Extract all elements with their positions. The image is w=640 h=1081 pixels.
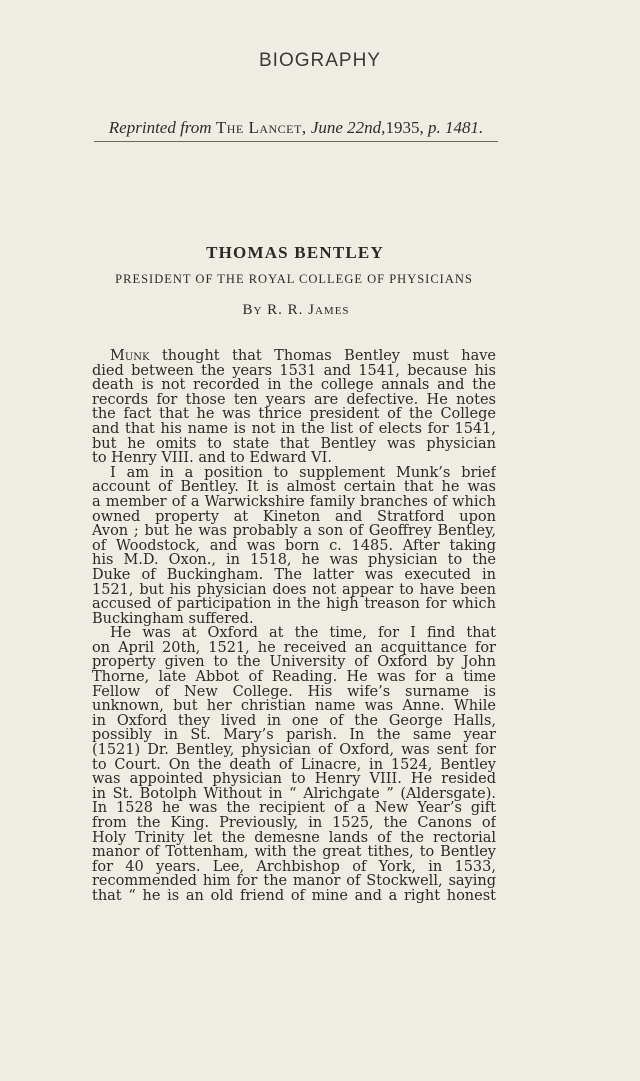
body-line: property given to the University of Oxford by John [92, 655, 496, 671]
body-line: Avon ; but he was probably a son of Geoffrey Bentley, [92, 524, 496, 539]
body-line: Holy Trinity let the demesne lands of the rectorial [92, 830, 496, 846]
body-line: accused of participation in the high treason for which [92, 597, 496, 612]
body-line: in St. Botolph Without in “ Alrichgate ” (Aldersgate). [92, 786, 496, 802]
body-line: manor of Tottenham, with the great tithes, to Bentley [92, 845, 496, 860]
body-line: his M.D. Oxon., in 1518, he was physician to the [92, 553, 496, 568]
body-line: 1521, but his physician does not appear to have been [92, 582, 496, 598]
biography-stamp: BIOGRAPHY [259, 50, 381, 71]
reprint-prefix: Reprinted from [108, 118, 212, 137]
body-line: and that his name is not in the list of elects for 1541, [92, 421, 496, 437]
body-line: death is not recorded in the college annals and the [92, 378, 496, 393]
body-line: account of Bentley. It is almost certain that he was [92, 480, 496, 495]
reprint-citation [94, 118, 498, 138]
body-line: He was at Oxford at the time, for I find that [110, 626, 496, 641]
journal-name: The Lancet, [215, 118, 307, 137]
body-line: owned property at Kineton and Stratford upon [92, 509, 496, 525]
body-line: records for those ten years are defective. He notes [92, 392, 496, 408]
body-line: unknown, but her christian name was Anne. While [92, 699, 496, 714]
article-title: THOMAS BENTLEY [206, 243, 384, 262]
article-body [92, 349, 496, 904]
body-line: Duke of Buckingham. The latter was executed in [92, 567, 496, 583]
body-line: from the King. Previously, in 1525, the Canons of [92, 816, 496, 831]
lead-word: Munk [110, 349, 150, 364]
reprint-date: June 22nd, [310, 118, 386, 137]
body-line: Fellow of New College. His wife’s surname is [92, 684, 496, 700]
reprint-page: p. 1481. [427, 118, 484, 137]
article-byline: By R. R. James [242, 302, 350, 318]
header-rule [94, 141, 498, 142]
body-line: to Court. On the death of Linacre, in 1524, Bentley [92, 757, 496, 773]
body-line: a member of a Warwickshire family branches of which [92, 494, 496, 510]
body-line: Thorne, late Abbot of Reading. He was for a time [92, 670, 496, 685]
body-line: that “ he is an old friend of mine and a right honest [92, 888, 496, 904]
reprint-year: 1935, [385, 118, 424, 137]
body-line: the fact that he was thrice president of the College [92, 407, 496, 422]
body-line: of Woodstock, and was born c. 1485. After taking [92, 538, 496, 554]
body-line: recommended him for the manor of Stockwell, saying [92, 874, 496, 889]
body-line: to Henry VIII. and to Edward VI. [92, 451, 332, 466]
body-line: (1521) Dr. Bentley, physician of Oxford, was sent for [92, 743, 496, 758]
body-line: In 1528 he was the recipient of a New Year’s gift [92, 801, 496, 816]
body-line: on April 20th, 1521, he received an acquittance for [92, 640, 496, 656]
body-line: Buckingham suffered. [92, 611, 254, 627]
body-line: but he omits to state that Bentley was physician [92, 436, 496, 452]
body-line: was appointed physician to Henry VIII. He resided [92, 772, 496, 787]
body-line: I am in a position to supplement Munk’s brief [110, 465, 496, 481]
body-line: possibly in St. Mary’s parish. In the same year [92, 728, 496, 744]
article-subtitle: PRESIDENT OF THE ROYAL COLLEGE OF PHYSICIANS [115, 272, 473, 286]
body-line: in Oxford they lived in one of the George Halls, [92, 713, 496, 729]
body-line: died between the years 1531 and 1541, because his [92, 363, 496, 379]
body-line: Munk thought that Thomas Bentley must have [110, 349, 496, 364]
body-line: for 40 years. Lee, Archbishop of York, in 1533, [92, 859, 496, 875]
